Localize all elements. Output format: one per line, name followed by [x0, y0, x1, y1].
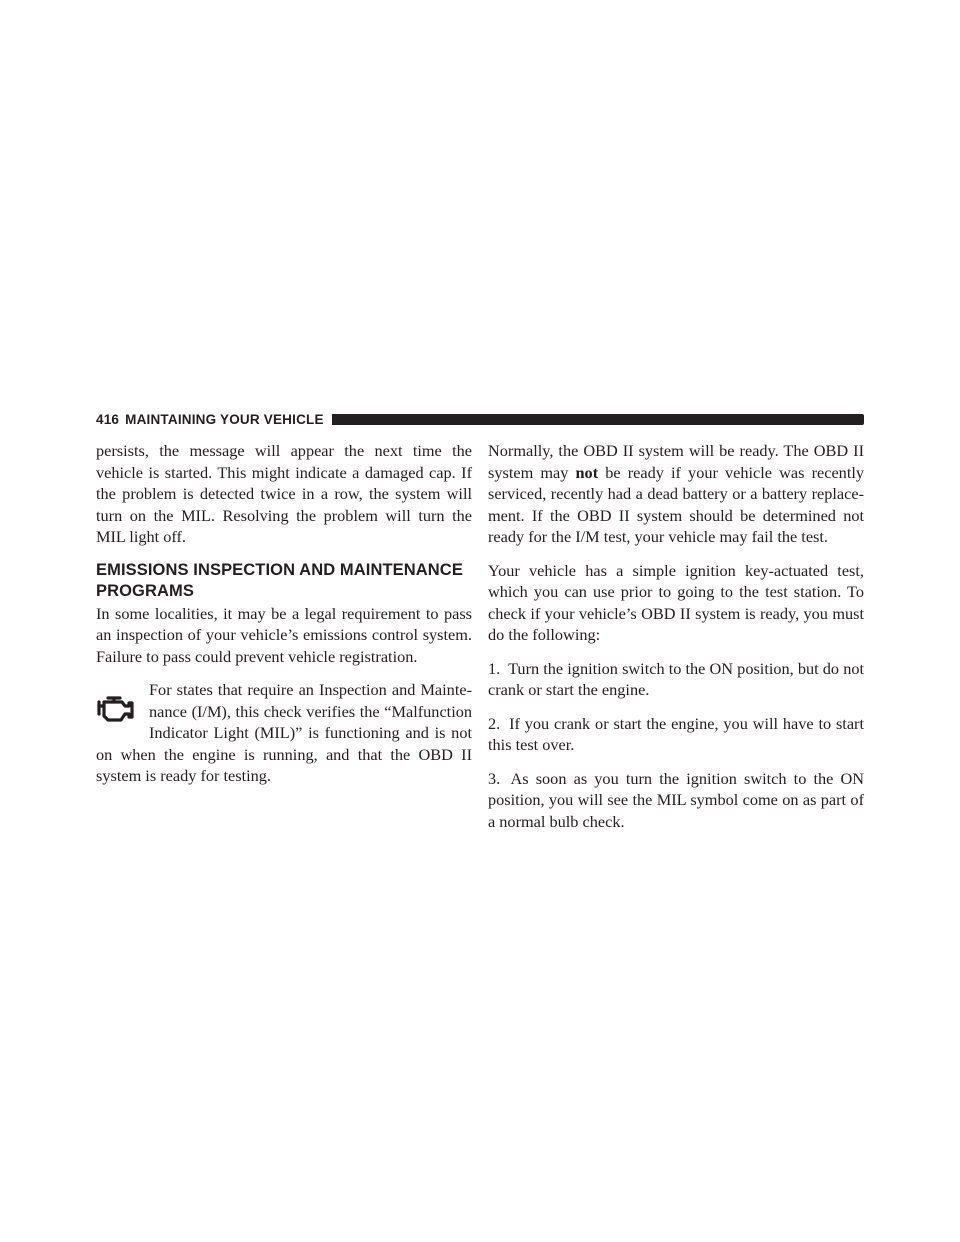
page-number: 416: [96, 411, 120, 427]
step-text: If you crank or start the engine, you will have to start this test over.: [488, 713, 864, 754]
step-number: 1.: [488, 658, 501, 678]
step-number: 3.: [488, 768, 501, 788]
step-item: [488, 713, 864, 756]
test-paragraph: Your vehicle has a simple ignition key-actuated test, which you can use prior to going to the test station. To check if your vehicle’s OBD II system is ready, you must do the following:: [488, 560, 864, 644]
left-column: [96, 440, 472, 787]
step-text: As soon as you turn the ignition switch to the ON position, you will see the MIL symbol come on as part of a normal bulb check.: [488, 768, 865, 831]
step-number: 2.: [488, 713, 501, 733]
header-rule: [332, 414, 864, 425]
section-title: MAINTAINING YOUR VEHICLE: [125, 411, 324, 427]
obd-paragraph-bold: not: [575, 462, 599, 482]
continued-paragraph: persists, the message will appear the next time the vehicle is started. This might indicate a damaged cap. If the problem is detected twice in a row, the system will turn on the MIL. Resolving the problem will turn the MIL light off.: [96, 441, 472, 546]
right-column: [488, 440, 864, 844]
obd-paragraph-part2: be ready if your vehicle was recently serviced, recently had a dead battery or a battery replace-ment. If the OBD II system should be determined not ready for the I/M test, your vehicle may fail the test.: [488, 462, 865, 546]
step-item: [488, 768, 864, 833]
mil-block: [96, 679, 472, 787]
step-item: [488, 658, 864, 701]
obd-paragraph: [488, 440, 864, 548]
step-text: Turn the ignition switch to the ON position, but do not crank or start the engine.: [488, 658, 864, 699]
check-engine-icon: [96, 689, 136, 727]
section-heading: EMISSIONS INSPECTION AND MAINTENANCE PROGRAMS: [96, 560, 463, 600]
page-header: [96, 412, 864, 426]
mil-paragraph: For states that require an Inspection and Mainte-nance (I/M), this check verifies the “Malfunction Indicator Light (MIL)” is functioning and is not on when the engine is running, and that the OBD II system is ready for testing.: [96, 680, 472, 785]
obd-paragraph-part1: Normally, the OBD II system will be ready. The OBD II system may: [488, 441, 864, 482]
intro-paragraph: In some localities, it may be a legal requirement to pass an inspection of your vehicle’s emissions control system. Failure to pass could prevent vehicle registration.: [96, 603, 472, 666]
